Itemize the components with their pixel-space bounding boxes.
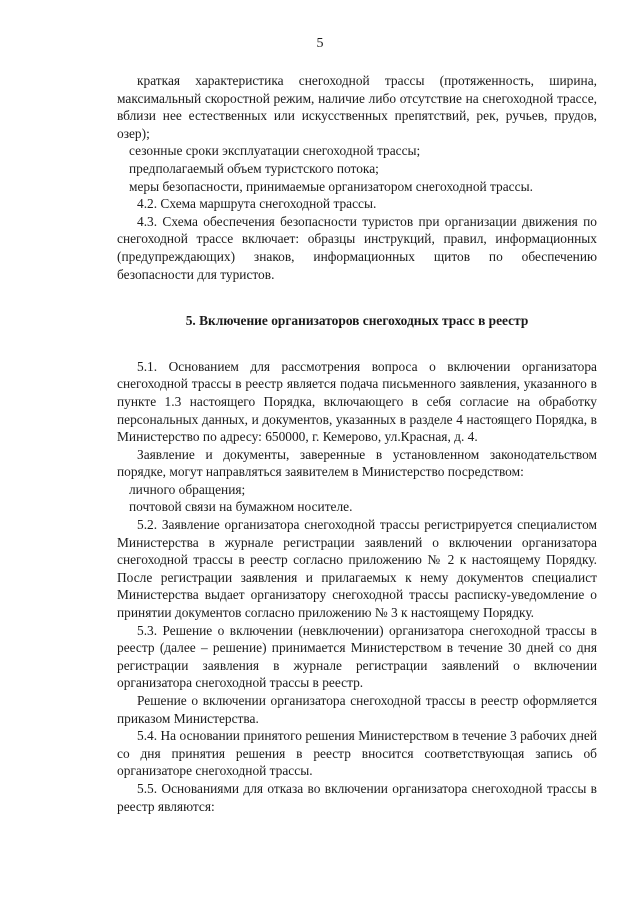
paragraph-4-3: 4.3. Схема обеспечения безопасности туристов при организации движения по снегоходной трассе включает: образцы инструкций, правил, информационных (предупреждающих) знаков, информационных щитов по обеспечению безопасности для туристов. [117, 213, 597, 282]
paragraph-5-5: 5.5. Основаниями для отказа во включении организатора снегоходной трассы в реестр являются: [117, 780, 597, 814]
document-body [117, 72, 597, 815]
list-item-postal: почтовой связи на бумажном носителе. [129, 499, 353, 515]
paragraph-brief-characteristics: краткая характеристика снегоходной трассы (протяженность, ширина, максимальный скоростной режим, наличие либо отсутствие на снегоходной трассе, вблизи нее естественных или искусственных препятствий, рек, ручьев, прудов, озер); [117, 73, 597, 141]
paragraph-decision-order: Решение о включении организатора снегоходной трассы в реестр оформляется приказом Министерства. [117, 693, 597, 726]
list-item-safety-measures: меры безопасности, принимаемые организатором снегоходной трассы. [129, 178, 533, 194]
section-5-heading: 5. Включение организаторов снегоходных трасс в реестр [185, 313, 529, 329]
paragraph-5-4: 5.4. На основании принятого решения Министерством в течение 3 рабочих дней со дня принятия решения в реестр вносится соответствующая запись об организаторе снегоходной трассы. [117, 728, 597, 779]
list-item-tourist-flow: предполагаемый объем туристского потока; [129, 160, 379, 176]
paragraph-4-2: 4.2. Схема маршрута снегоходной трассы. [137, 196, 377, 212]
list-item-seasonal-terms: сезонные сроки эксплуатации снегоходной трассы; [129, 143, 421, 159]
list-item-personal-visit: личного обращения; [129, 481, 246, 497]
paragraph-application-documents: Заявление и документы, заверенные в установленном законодательством порядке, могут направляться заявителем в Министерство посредством: [117, 446, 597, 480]
paragraph-5-1: 5.1. Основанием для рассмотрения вопроса о включении организатора снегоходной трассы в реестр является подача письменного заявления, указанного в пункте 1.3 настоящего Порядка, включающего в себя согласие на обработку персональных данных, и документов, указанных в разделе 4 настоящего Порядка, в Министерство по адресу: 650000, г. Кемерово, ул.Красная, д. 4. [117, 358, 597, 445]
paragraph-5-2: 5.2. Заявление организатора снегоходной трассы регистрируется специалистом Министерства в журнале регистрации заявлений о включении организатора снегоходной трассы в реестр согласно приложению № 2 к настоящему Порядку. После регистрации заявления и прилагаемых к нему документов специалист Министерства выдает организатору снегоходной трассы расписку-уведомление о принятии документов согласно приложению № 3 к настоящему Порядку. [117, 517, 597, 621]
paragraph-5-3: 5.3. Решение о включении (невключении) организатора снегоходной трассы в реестр (далее – решение) принимается Министерством в течение 30 дней со дня регистрации заявления в журнале регистрации заявлений о включении организатора снегоходной трассы в реестр. [117, 622, 597, 691]
page-number: 5 [316, 36, 324, 51]
